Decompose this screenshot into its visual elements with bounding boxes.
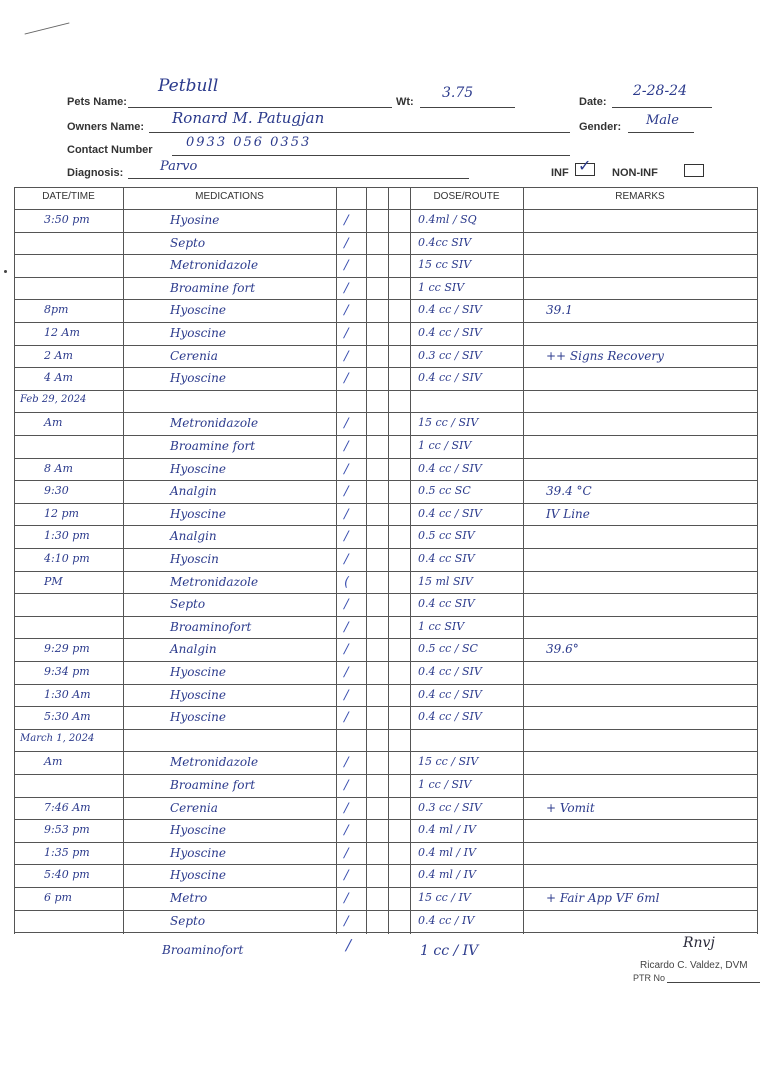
row-datetime: 9:29 pm [44, 642, 90, 656]
row-dose-route: 0.4 cc / SIV [418, 687, 482, 701]
vet-signature: Rnvj [683, 935, 715, 951]
row-medication: Hyoscine [170, 823, 227, 838]
row-datetime: 3:50 pm [44, 213, 90, 226]
row-datetime: March 1, 2024 [20, 732, 95, 744]
row-medication: Septo [170, 235, 206, 250]
row-dose-route: 0.4 cc / SIV [418, 461, 482, 475]
row-medication: Hyoscine [170, 665, 227, 679]
row-medication: Hyosine [170, 213, 220, 227]
row-medication: Hyoscine [170, 461, 227, 476]
row-check-mark: / [342, 710, 350, 726]
row-remarks: 39.1 [546, 303, 573, 318]
pets-name-value: Petbull [158, 76, 219, 96]
ptr-line [667, 982, 760, 983]
row-medication: Hyoscine [170, 687, 227, 702]
row-check-mark: / [342, 439, 350, 454]
row-check-mark: / [342, 326, 350, 341]
weight-line [420, 107, 515, 108]
row-datetime: 4:10 pm [44, 552, 90, 565]
row-medication: Hyoscine [170, 326, 227, 340]
row-divider [14, 887, 758, 888]
row-divider [14, 797, 758, 798]
row-datetime: 4 Am [44, 371, 73, 385]
row-divider [14, 638, 758, 639]
row-datetime: 12 pm [44, 506, 79, 520]
row-dose-route: 0.4 cc / SIV [418, 665, 482, 678]
row-dose-route: 0.4 cc SIV [418, 552, 475, 565]
row-datetime: 8 Am [44, 461, 73, 475]
row-dose-route: 0.5 cc SIV [418, 529, 475, 543]
row-medication: Metronidazole [170, 755, 259, 770]
row-divider [14, 729, 758, 730]
row-medication: Metro [170, 891, 208, 905]
row-divider [14, 277, 758, 278]
row-dose-route: 0.4 ml / IV [418, 823, 476, 837]
row-dose-route: 0.5 cc / SC [418, 642, 478, 656]
row-datetime: 1:30 Am [44, 687, 91, 701]
row-datetime: 1:30 pm [44, 529, 90, 543]
row-divider [14, 345, 758, 346]
row-dose-route: 1 cc / SIV [418, 439, 472, 452]
row-dose-route: 0.4ml / SQ [418, 213, 477, 226]
row-medication: Broamine fort [170, 778, 256, 792]
row-medication: Cerenia [170, 348, 218, 363]
row-medication: Hyoscine [170, 710, 227, 725]
row-dose-route: 15 cc / SIV [418, 416, 479, 430]
row-dose-route: 1 cc SIV [418, 619, 465, 633]
ptr-label: PTR No [633, 973, 666, 983]
row-medication: Broamine fort [170, 280, 256, 295]
row-divider [14, 187, 758, 188]
row-check-mark: / [342, 778, 350, 793]
row-check-mark: / [342, 213, 350, 228]
inf-check-mark: ✓ [578, 156, 592, 175]
row-datetime: 9:53 pm [44, 823, 90, 837]
row-datetime: Am [44, 755, 63, 769]
row-divider [14, 842, 758, 843]
row-datetime: 9:30 [44, 484, 69, 498]
row-divider [14, 774, 758, 775]
row-dose-route: 0.4 cc / SIV [418, 710, 482, 724]
row-remarks: + Vomit [546, 800, 595, 815]
owners-name-line [149, 132, 570, 133]
row-medication: Analgin [170, 484, 217, 499]
row-check-mark: / [342, 235, 350, 251]
row-divider [14, 458, 758, 459]
row-divider [14, 819, 758, 820]
row-dose-route: 0.4 cc / SIV [418, 506, 482, 520]
row-check-mark: / [342, 913, 350, 929]
row-divider [14, 367, 758, 368]
row-datetime: 12 Am [44, 326, 80, 339]
gender-value: Male [646, 113, 679, 128]
row-divider [14, 435, 758, 436]
row-datetime: 6 pm [44, 891, 72, 904]
non-inf-label: NON-INF [612, 167, 658, 179]
date-value: 2-28-24 [633, 83, 687, 99]
row-dose-route: 15 cc SIV [418, 258, 472, 272]
row-divider [14, 616, 758, 617]
row-check-mark: / [342, 461, 350, 477]
row-datetime: 5:30 Am [44, 710, 91, 724]
row-check-mark: / [342, 258, 350, 274]
row-medication: Cerenia [170, 800, 218, 815]
row-check-mark: / [342, 506, 350, 522]
row-check-mark: / [342, 800, 350, 816]
gender-line [628, 132, 694, 133]
row-medication: Metronidazole [170, 258, 259, 273]
header-remarks: REMARKS [615, 191, 665, 202]
row-dose-route: 15 cc / IV [418, 891, 471, 904]
non-inf-checkbox [684, 164, 704, 177]
row-datetime: Am [44, 416, 63, 430]
row-divider [14, 480, 758, 481]
row-dose-route: 0.4 cc / IV [418, 913, 475, 927]
row-medication: Analgin [170, 529, 217, 544]
row-dose-route: 15 ml SIV [418, 574, 473, 588]
row-datetime: 2 Am [44, 348, 73, 362]
row-check-mark: / [342, 642, 350, 658]
row-datetime: 5:40 pm [44, 868, 90, 882]
row-check-mark: / [342, 665, 350, 680]
row-divider [14, 390, 758, 391]
pets-name-line [128, 107, 392, 108]
row-medication: Septo [170, 913, 206, 928]
row-dose-route: 0.3 cc / SIV [418, 800, 482, 814]
row-check-mark: / [342, 529, 350, 545]
row-check-mark: / [342, 484, 350, 500]
row-remarks: 39.6° [546, 642, 579, 657]
row-divider [14, 661, 758, 662]
row-divider [14, 232, 758, 233]
diagnosis-value: Parvo [160, 159, 198, 174]
row-dose-route: 0.4 cc / SIV [418, 303, 482, 317]
inf-label: INF [551, 167, 569, 179]
row-dose-route: 0.5 cc SC [418, 484, 471, 498]
row-datetime: Feb 29, 2024 [20, 393, 87, 405]
weight-value: 3.75 [442, 85, 474, 101]
row-dose-route: 15 cc / SIV [418, 755, 479, 769]
row-dose-route: 0.3 cc / SIV [418, 348, 482, 362]
row-check-mark: / [342, 303, 350, 319]
row-medication: Hyoscine [170, 506, 227, 521]
row-check-mark: / [342, 552, 350, 567]
pets-name-label: Pets Name: [67, 96, 127, 108]
row-dose-route: 0.4 cc / SIV [418, 326, 482, 339]
row-dose-route: 0.4cc SIV [418, 235, 472, 249]
row-dose-route: 0.4 ml / IV [418, 868, 476, 882]
row-divider [14, 209, 758, 210]
header-dose-route: DOSE/ROUTE [433, 191, 500, 202]
row-remarks: IV Line [546, 506, 590, 521]
date-label: Date: [579, 96, 607, 108]
row-medication: Metronidazole [170, 574, 259, 589]
row-check-mark: / [342, 687, 350, 703]
row-medication: Analgin [170, 642, 217, 657]
row-dose-route: 0.4 ml / IV [418, 845, 476, 859]
trailing-dose: 1 cc / IV [420, 943, 479, 959]
date-line [612, 107, 712, 108]
row-medication: Hyoscine [170, 868, 227, 883]
row-check-mark: / [342, 416, 350, 432]
contact-number-label: Contact Number [67, 144, 153, 156]
diagnosis-line [128, 178, 469, 179]
row-check-mark: / [342, 845, 350, 861]
row-divider [14, 322, 758, 323]
vet-name: Ricardo C. Valdez, DVM [640, 960, 748, 971]
row-check-mark: / [342, 891, 350, 906]
row-check-mark: / [342, 755, 350, 771]
owners-name-label: Owners Name: [67, 121, 145, 133]
row-datetime: 9:34 pm [44, 665, 90, 678]
owners-name-value: Ronard M. Patugjan [172, 109, 325, 127]
row-divider [14, 593, 758, 594]
row-dose-route: 1 cc SIV [418, 280, 465, 294]
contact-number-line [172, 155, 570, 156]
row-divider [14, 503, 758, 504]
row-check-mark: / [342, 371, 350, 387]
row-datetime: 1:35 pm [44, 845, 90, 859]
row-check-mark: / [342, 823, 350, 839]
row-divider [14, 571, 758, 572]
row-medication: Hyoscin [170, 552, 219, 566]
pen-stroke-mark [25, 22, 70, 34]
row-medication: Metronidazole [170, 416, 259, 431]
row-check-mark: / [342, 597, 350, 613]
row-divider [14, 684, 758, 685]
row-medication: Hyoscine [170, 371, 227, 386]
row-datetime: PM [44, 574, 63, 588]
row-medication: Hyoscine [170, 845, 227, 860]
contact-number-value: 0933 056 0353 [186, 135, 312, 150]
row-divider [14, 254, 758, 255]
row-dose-route: 0.4 cc SIV [418, 597, 475, 611]
row-divider [14, 525, 758, 526]
row-divider [14, 299, 758, 300]
row-medication: Broamine fort [170, 439, 256, 453]
margin-dot [4, 270, 7, 273]
row-divider [14, 751, 758, 752]
row-divider [14, 412, 758, 413]
row-remarks: 39.4 °C [546, 484, 592, 499]
trailing-check: / [344, 936, 354, 954]
header-datetime: DATE/TIME [42, 191, 95, 202]
row-datetime: 8pm [44, 303, 69, 317]
row-divider [14, 910, 758, 911]
diagnosis-label: Diagnosis: [67, 167, 124, 179]
row-check-mark: / [342, 280, 350, 296]
row-check-mark: / [342, 619, 350, 635]
row-remarks: + Fair App VF 6ml [546, 891, 660, 905]
row-divider [14, 706, 758, 707]
row-check-mark: / [342, 348, 350, 364]
weight-label: Wt: [396, 96, 414, 108]
row-medication: Hyoscine [170, 303, 227, 318]
row-check-mark: / [342, 868, 350, 884]
row-medication: Septo [170, 597, 206, 612]
gender-label: Gender: [579, 121, 622, 133]
row-check-mark: ( [342, 574, 351, 590]
row-medication: Broaminofort [170, 619, 252, 634]
treatment-table [14, 187, 758, 934]
row-divider [14, 548, 758, 549]
row-datetime: 7:46 Am [44, 800, 91, 814]
row-divider [14, 864, 758, 865]
trailing-medication: Broaminofort [162, 943, 244, 957]
row-dose-route: 1 cc / SIV [418, 778, 472, 791]
row-dose-route: 0.4 cc / SIV [418, 371, 482, 385]
row-remarks: ++ Signs Recovery [546, 348, 664, 363]
header-medications: MEDICATIONS [195, 191, 264, 202]
row-divider [14, 932, 758, 933]
